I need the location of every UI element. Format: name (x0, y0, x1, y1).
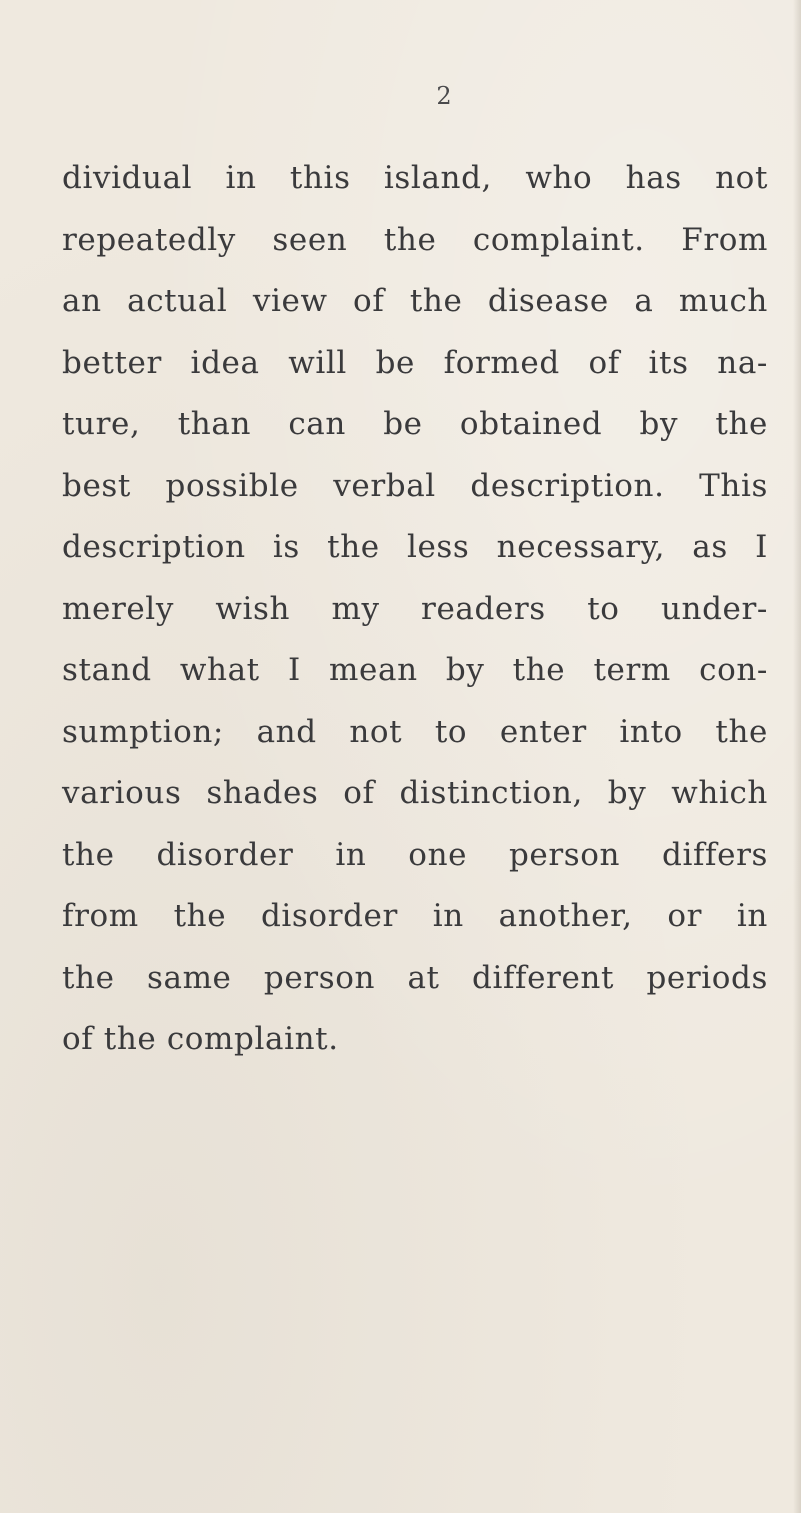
text-line: best possible verbal description. This (62, 467, 768, 504)
text-line: ture, than can be obtained by the (62, 406, 768, 442)
text-line: repeatedly seen the complaint. From (62, 221, 768, 258)
text-line: from the disorder in another, or in (62, 898, 768, 934)
text-line: merely wish my readers to under- (62, 590, 768, 627)
body-text (62, 148, 768, 1071)
text-line: stand what I mean by the term con- (62, 652, 768, 688)
text-line: description is the less necessary, as I (62, 529, 768, 565)
text-line: dividual in this island, who has not (62, 160, 768, 196)
text-line: the same person at different periods (62, 959, 768, 996)
text-line: better idea will be formed of its na- (62, 344, 768, 381)
text-line: various shades of distinction, by which (62, 775, 768, 811)
page-number: 2 (436, 82, 452, 110)
page-edge-shadow (793, 0, 801, 1513)
text-line: an actual view of the disease a much (62, 283, 768, 319)
text-line: sumption; and not to enter into the (62, 713, 768, 750)
text-line: the disorder in one person differs (62, 836, 768, 873)
text-line-last: of the complaint. (62, 1021, 339, 1057)
